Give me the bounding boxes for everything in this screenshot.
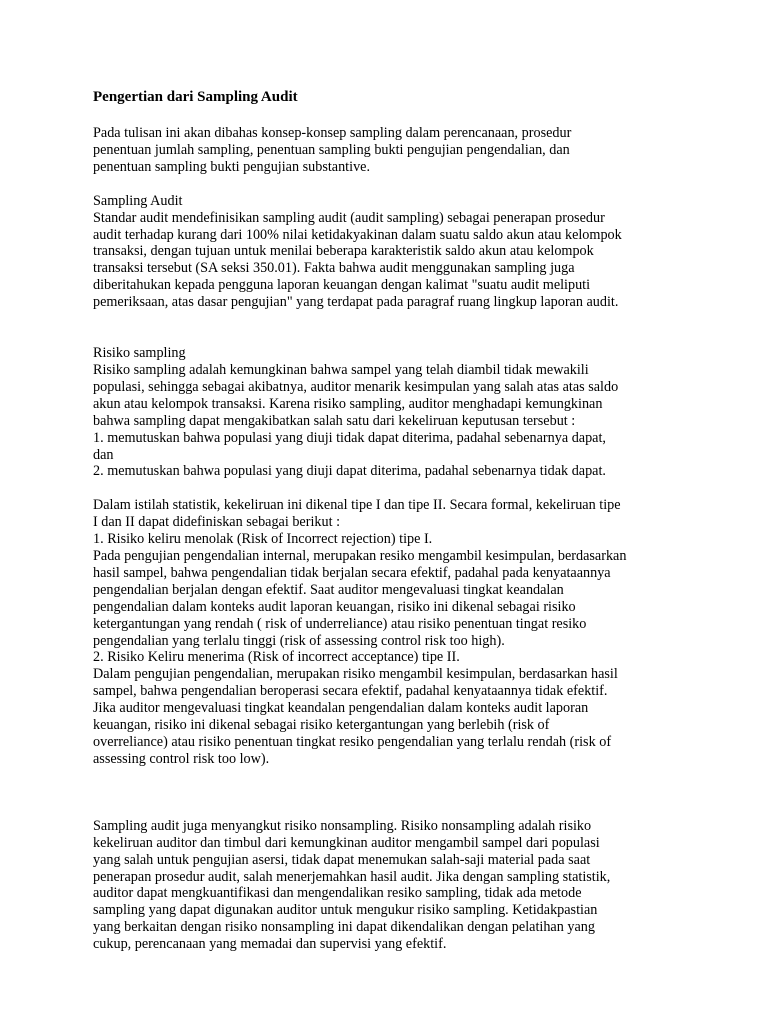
text-line: Jika auditor mengevaluasi tingkat keandalan pengendalian dalam konteks audit laporan xyxy=(93,700,589,717)
text-line: pengendalian berjalan dengan efektif. Saat auditor mengevaluasi tingkat keandalan xyxy=(93,581,564,598)
paragraph-risiko-sampling xyxy=(93,345,683,480)
text-line: Risiko sampling xyxy=(93,345,186,362)
text-line: Pada tulisan ini akan dibahas konsep-konsep sampling dalam perencanaan, prosedur xyxy=(93,125,572,141)
text-line: auditor dapat mengkuantifikasi dan mengendalikan resiko sampling, tidak ada metode xyxy=(93,885,582,902)
text-line: 1. memutuskan bahwa populasi yang diuji tidak dapat diterima, padahal sebenarnya dapat, xyxy=(93,429,606,446)
text-line: cukup, perencanaan yang memadai dan supervisi yang efektif. xyxy=(93,936,447,953)
text-line: hasil sampel, bahwa pengendalian tidak berjalan secara efektif, padahal pada kenyataannya xyxy=(93,564,611,581)
paragraph-tipe-kekeliruan xyxy=(93,497,683,768)
text-line: Standar audit mendefinisikan sampling audit (audit sampling) sebagai penerapan prosedur xyxy=(93,209,605,226)
text-line: penerapan prosedur audit, salah menerjemahkan hasil audit. Jika dengan sampling statistik, xyxy=(93,868,611,885)
text-line: populasi, sehingga sebagai akibatnya, auditor menarik kesimpulan yang salah atas atas saldo xyxy=(93,378,619,395)
text-line: Dalam pengujian pengendalian, merupakan risiko mengambil kesimpulan, berdasarkan hasil xyxy=(93,666,618,683)
text-line: diberitahukan kepada pengguna laporan keuangan dengan kalimat "suatu audit meliputi xyxy=(93,277,591,294)
text-line: pemeriksaan, atas dasar pengujian" yang terdapat pada paragraf ruang lingkup laporan audit. xyxy=(93,294,619,311)
text-line: 1. Risiko keliru menolak (Risk of Incorrect rejection) tipe I. xyxy=(93,531,433,548)
text-line: pengendalian yang terlalu tinggi (risk of assessing control risk too high). xyxy=(93,632,505,649)
text-line: penentuan sampling bukti pengujian substantive. xyxy=(93,158,371,175)
text-line: pengendalian dalam konteks audit laporan keuangan, risiko ini dikenal sebagai risiko xyxy=(93,598,576,615)
text-line: kekeliruan auditor dan timbul dari kemungkinan auditor mengambil sampel dari populasi xyxy=(93,834,600,851)
paragraph-nonsampling xyxy=(93,818,683,953)
text-line: penentuan jumlah sampling, penentuan sampling bukti pengujian pengendalian, dan xyxy=(93,141,570,158)
text-line: overreliance) atau risiko penentuan tingkat resiko pengendalian yang terlalu rendah (risk of xyxy=(93,734,612,750)
text-line: transaksi tersebut (SA seksi 350.01). Fakta bahwa audit menggunakan sampling juga xyxy=(93,260,575,277)
paragraph-sampling-audit xyxy=(93,193,683,311)
paragraph-intro xyxy=(93,125,683,176)
text-line: assessing control risk too low). xyxy=(93,750,270,767)
text-line: akun atau kelompok transaksi. Karena risiko sampling, auditor menghadapi kemungkinan xyxy=(93,395,603,412)
text-line: Sampling Audit xyxy=(93,192,183,209)
text-line: Pada pengujian pengendalian internal, merupakan resiko mengambil kesimpulan, berdasarkan xyxy=(93,548,627,565)
text-line: bahwa sampling dapat mengakibatkan salah satu dari kekeliruan keputusan tersebut : xyxy=(93,412,576,429)
text-line: yang salah untuk pengujian asersi, tidak dapat menemukan salah-saji material pada saat xyxy=(93,851,591,868)
text-line: ketergantungan yang rendah ( risk of underreliance) atau risiko penentuan tingat resiko xyxy=(93,615,587,632)
text-line: sampling yang dapat digunakan auditor untuk mengukur risiko sampling. Ketidakpastian xyxy=(93,902,598,919)
text-line: sampel, bahwa pengendalian beroperasi secara efektif, padahal kenyataannya tidak efektif. xyxy=(93,683,608,700)
document-page xyxy=(93,88,683,970)
text-line: Risiko sampling adalah kemungkinan bahwa sampel yang telah diambil tidak mewakili xyxy=(93,361,589,378)
text-line: yang berkaitan dengan risiko nonsampling ini dapat dikendalikan dengan pelatihan yang xyxy=(93,919,595,936)
text-line: Sampling audit juga menyangkut risiko nonsampling. Risiko nonsampling adalah risiko xyxy=(93,817,592,834)
text-line: Dalam istilah statistik, kekeliruan ini dikenal tipe I dan tipe II. Secara formal, kekeliruan tipe xyxy=(93,497,621,514)
text-line: audit terhadap kurang dari 100% nilai ketidakyakinan dalam suatu saldo akun atau kelompok xyxy=(93,226,622,243)
text-line: 2. memutuskan bahwa populasi yang diuji dapat diterima, padahal sebenarnya tidak dapat. xyxy=(93,463,606,480)
text-line: I dan II dapat didefiniskan sebagai berikut : xyxy=(93,514,341,531)
text-line: 2. Risiko Keliru menerima (Risk of incorrect acceptance) tipe II. xyxy=(93,649,460,666)
text-line: keuangan, risiko ini dikenal sebagai risiko ketergantungan yang berlebih (risk of xyxy=(93,717,550,734)
document-title: Pengertian dari Sampling Audit xyxy=(93,89,298,105)
text-line: transaksi, dengan tujuan untuk menilai beberapa karakteristik saldo akun atau kelompok xyxy=(93,243,594,260)
text-line: dan xyxy=(93,446,114,463)
